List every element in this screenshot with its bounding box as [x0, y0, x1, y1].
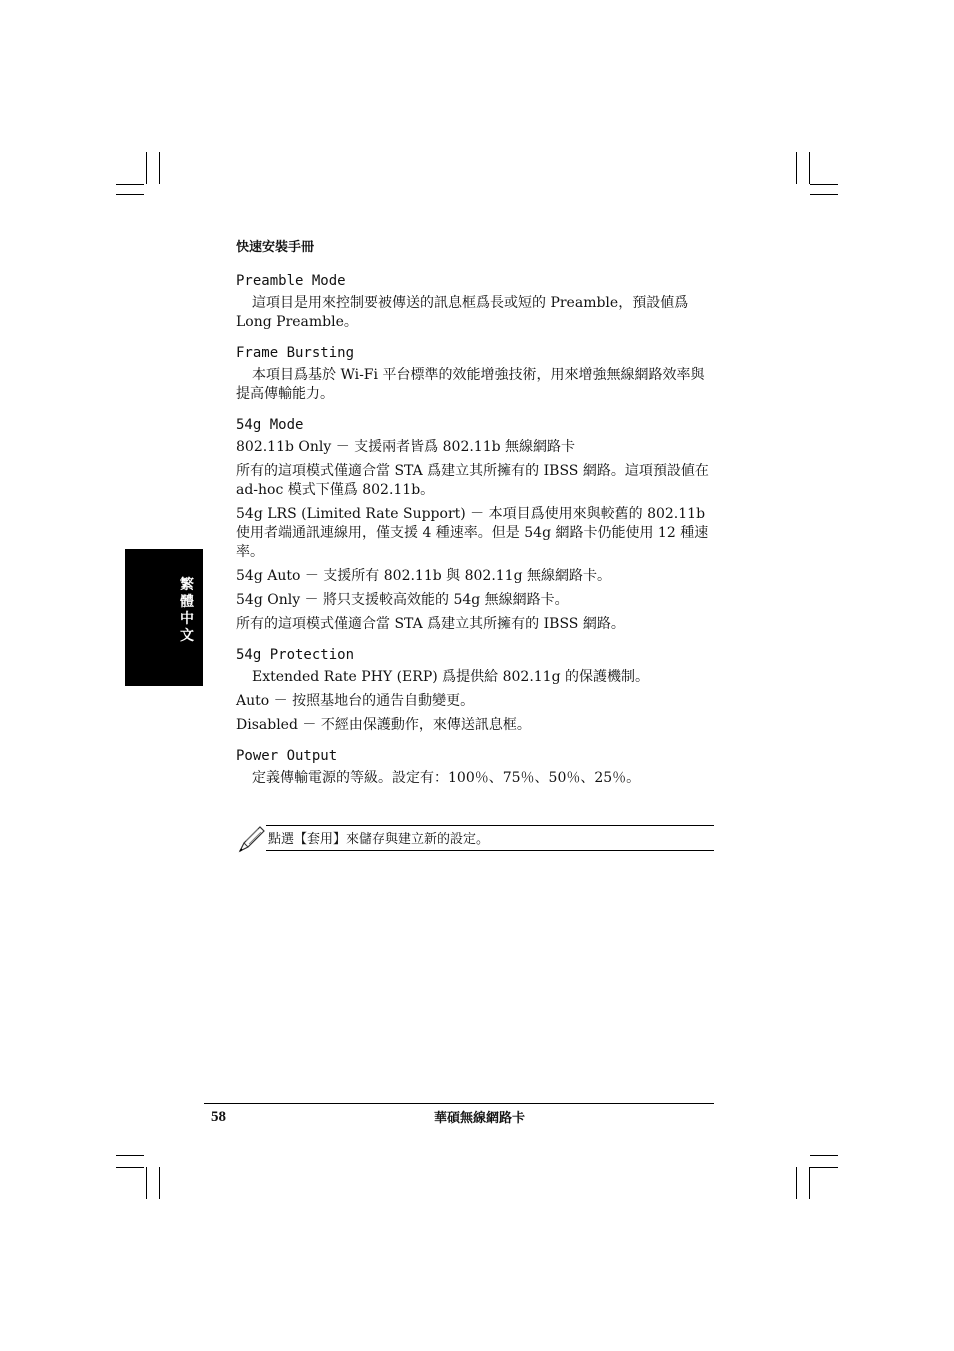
pencil-icon	[236, 823, 266, 855]
crop-mark	[146, 1167, 147, 1199]
running-header: 快速安裝手冊	[236, 240, 315, 255]
side-tab-char: 繁	[180, 577, 194, 593]
side-tab-char: 中	[180, 611, 194, 627]
crop-mark	[159, 152, 160, 184]
main-content	[236, 272, 714, 788]
crop-mark	[810, 184, 838, 185]
section-heading: Power Output	[236, 748, 338, 764]
page-number: 58	[211, 1109, 226, 1125]
crop-mark	[809, 1167, 810, 1199]
crop-mark	[116, 194, 144, 195]
note-text: 點選【套用】來儲存與建立新的設定。	[268, 832, 490, 847]
crop-mark	[116, 1167, 144, 1168]
footer-title: 華碩無線網路卡	[434, 1111, 526, 1126]
section-item: 802.11b Only － 支援兩者皆爲 802.11b 無線網路卡	[236, 439, 576, 455]
section-54g-protection	[236, 646, 714, 735]
crop-mark	[146, 152, 147, 184]
section-item: 所有的這項模式僅適合當 STA 爲建立其所擁有的 IBSS 網路。這項預設値在 ad-hoc 模式下僅爲 802.11b。	[236, 463, 709, 498]
crop-mark	[810, 1167, 838, 1168]
section-item: Auto － 按照基地台的通告自動變更。	[236, 693, 475, 709]
section-heading: Frame Bursting	[236, 345, 355, 361]
crop-mark	[809, 152, 810, 184]
section-heading: 54g Protection	[236, 647, 355, 663]
section-heading: Preamble Mode	[236, 273, 346, 289]
crop-mark	[810, 194, 838, 195]
section-paragraph: 這項目是用來控制要被傳送的訊息框爲長或短的 Preamble，預設値爲 Long Preamble。	[236, 295, 689, 330]
crop-mark	[116, 184, 144, 185]
crop-mark	[159, 1167, 160, 1199]
note-box	[236, 823, 714, 853]
section-paragraph: 本項目爲基於 Wi-Fi 平台標準的效能增強技術，用來增強無線網路效率與提高傳輸能力。	[236, 367, 705, 402]
section-power-output	[236, 747, 714, 788]
section-item: 54g Only － 將只支援較高效能的 54g 無線網路卡。	[236, 592, 569, 608]
crop-mark	[810, 1155, 838, 1156]
crop-mark	[796, 1167, 797, 1199]
crop-mark	[796, 152, 797, 184]
section-heading: 54g Mode	[236, 417, 304, 433]
footer-divider	[204, 1103, 714, 1104]
side-tab-char: 體	[180, 594, 194, 610]
section-item: 54g Auto － 支援所有 802.11b 與 802.11g 無線網路卡。	[236, 568, 612, 584]
section-item: Disabled － 不經由保護動作，來傳送訊息框。	[236, 717, 531, 733]
section-preamble-mode	[236, 272, 714, 332]
section-54g-mode	[236, 416, 714, 634]
section-item: 所有的這項模式僅適合當 STA 爲建立其所擁有的 IBSS 網路。	[236, 616, 625, 632]
section-frame-bursting	[236, 344, 714, 404]
side-tab-char: 文	[180, 628, 194, 644]
section-item: 54g LRS (Limited Rate Support) － 本項目爲使用來與較舊的 802.11b 使用者端通訊連線用，僅支援 4 種速率。但是 54g 網路卡仍能使用 12 種速率。	[236, 506, 709, 560]
section-paragraph: 定義傳輸電源的等級。設定有：100％、75％、50％、25％。	[252, 770, 641, 786]
crop-mark	[116, 1155, 144, 1156]
language-side-tab	[125, 549, 203, 686]
section-intro: Extended Rate PHY (ERP) 爲提供給 802.11g 的保護機制。	[252, 669, 649, 685]
